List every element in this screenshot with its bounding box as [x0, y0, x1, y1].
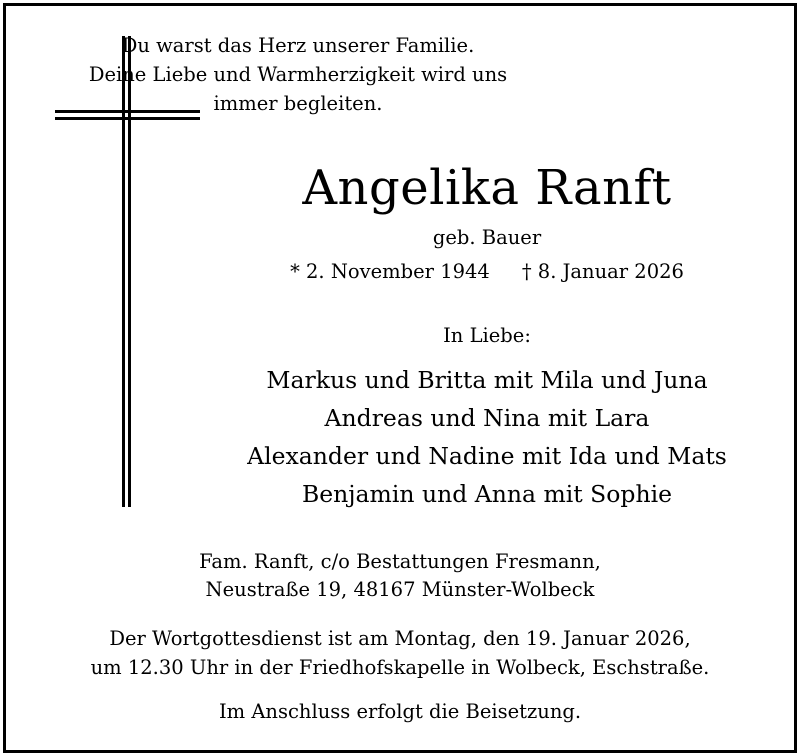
mourners-intro: In Liebe: [443, 324, 531, 347]
motto-line-1: Du warst das Herz unserer Familie. [121, 34, 475, 57]
life-dates [87, 260, 800, 283]
birth-date: * 2. November 1944 [290, 260, 490, 283]
service-line-2: um 12.30 Uhr in der Friedhofskapelle in Wolbeck, Eschstraße. [90, 656, 710, 679]
service-line-1: Der Wortgottesdienst ist am Montag, den 19. Januar 2026, [109, 627, 691, 650]
mourner-family-4: Benjamin und Anna mit Sophie [301, 480, 673, 508]
motto-line-2: Deine Liebe und Warmherzigkeit wird uns [88, 63, 508, 86]
motto-line-3: immer begleiten. [213, 92, 383, 115]
deceased-name: Angelika Ranft [302, 160, 672, 216]
mourner-family-2: Andreas und Nina mit Lara [324, 404, 650, 432]
address-line-2: Neustraße 19, 48167 Münster-Wolbeck [205, 578, 595, 601]
address-line-1: Fam. Ranft, c/o Bestattungen Fresmann, [199, 550, 601, 573]
maiden-name: geb. Bauer [432, 226, 542, 249]
mourner-family-1: Markus und Britta mit Mila und Juna [266, 366, 708, 394]
mourner-family-3: Alexander und Nadine mit Ida und Mats [247, 442, 727, 470]
death-date: † 8. Januar 2026 [521, 260, 684, 283]
burial-note: Im Anschluss erfolgt die Beisetzung. [218, 700, 582, 723]
